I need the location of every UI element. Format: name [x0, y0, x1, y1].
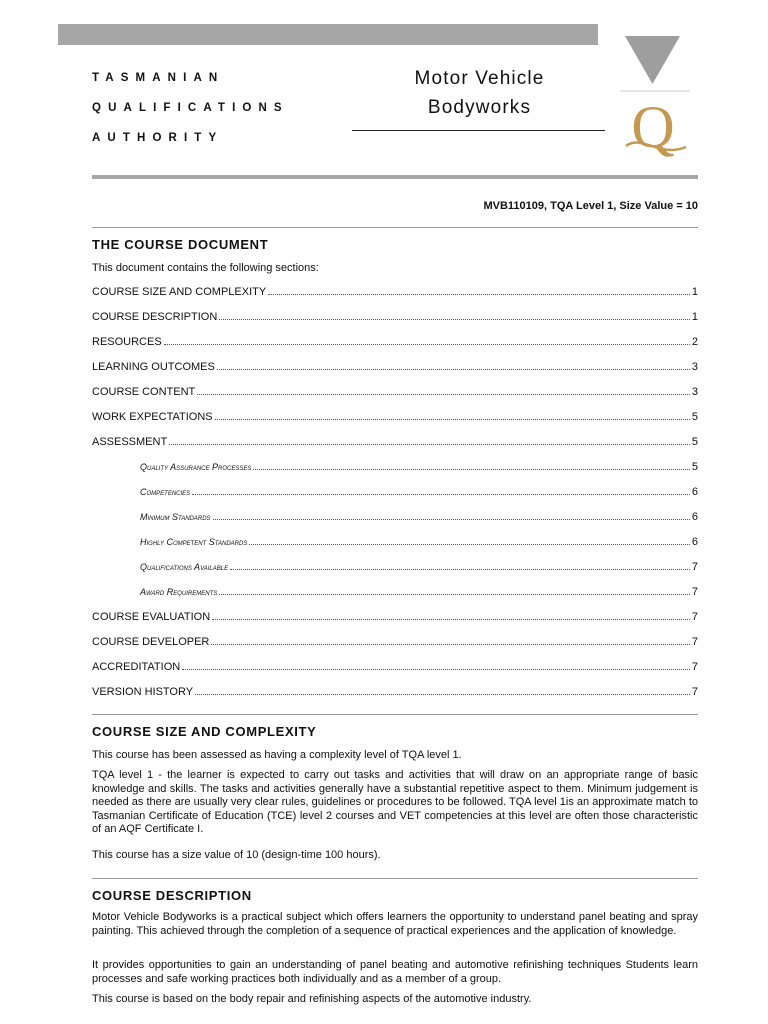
toc-dot-leader	[195, 694, 690, 695]
toc-entry-page: 3	[691, 386, 698, 398]
header-divider	[92, 175, 698, 179]
toc-dot-leader	[215, 419, 690, 420]
toc-entry-page: 6	[691, 511, 698, 523]
rule-course-document	[92, 227, 698, 228]
toc-entry[interactable]	[92, 486, 698, 511]
rule-size-complexity	[92, 714, 698, 715]
toc-entry-page: 7	[691, 636, 698, 648]
toc-entry-page: 2	[691, 336, 698, 348]
toc-entry[interactable]	[92, 536, 698, 561]
course-title	[352, 64, 607, 122]
heading-course-description: COURSE DESCRIPTION	[92, 888, 252, 903]
toc-dot-leader	[213, 519, 690, 520]
toc-entry-label: COURSE EVALUATION	[92, 611, 211, 623]
toc-entry-page: 5	[691, 461, 698, 473]
toc-entry[interactable]	[92, 561, 698, 586]
toc-entry-label: Competencies	[140, 487, 191, 497]
description-p1: Motor Vehicle Bodyworks is a practical subject which offers learners the opportunity to understand panel beating and spray painting. This achieved through the completion of a sequence of practical experiences and the application of knowledge.	[92, 911, 698, 937]
toc-entry-label: Highly Competent Standards	[140, 537, 248, 547]
toc-entry-label: VERSION HISTORY	[92, 686, 194, 698]
toc-dot-leader	[192, 494, 690, 495]
toc-entry[interactable]	[92, 336, 698, 361]
toc-entry-page: 7	[691, 611, 698, 623]
toc-entry-label: ASSESSMENT	[92, 436, 168, 448]
toc-entry[interactable]	[92, 361, 698, 386]
toc-dot-leader	[253, 469, 690, 470]
toc-entry-label: LEARNING OUTCOMES	[92, 361, 215, 373]
course-title-line-2: Bodyworks	[427, 97, 532, 118]
toc-entry-label: RESOURCES	[92, 336, 162, 348]
toc-entry-page: 7	[691, 661, 698, 673]
toc-entry-label: COURSE DEVELOPER	[92, 636, 210, 648]
toc-entry-page: 1	[691, 286, 698, 298]
course-title-line-1: Motor Vehicle	[414, 68, 545, 89]
org-name-line-2: QUALIFICATIONS	[92, 102, 289, 114]
toc-entry[interactable]	[92, 661, 698, 686]
toc-entry-page: 7	[691, 686, 698, 698]
toc-entry-label: Quality Assurance Processes	[140, 462, 252, 472]
size-complexity-p1: This course has been assessed as having a complexity level of TQA level 1.	[92, 749, 462, 761]
toc-dot-leader	[169, 444, 690, 445]
toc-entry[interactable]	[92, 636, 698, 661]
toc-entry-label: COURSE CONTENT	[92, 386, 196, 398]
toc-dot-leader	[211, 644, 690, 645]
table-of-contents	[92, 286, 698, 711]
header-top-bar	[58, 24, 598, 45]
heading-size-complexity: COURSE SIZE AND COMPLEXITY	[92, 724, 317, 739]
toc-entry-page: 7	[691, 586, 698, 598]
toc-dot-leader	[219, 319, 690, 320]
toc-entry[interactable]	[92, 586, 698, 611]
org-name-line-3: AUTHORITY	[92, 132, 224, 144]
toc-dot-leader	[197, 394, 690, 395]
toc-entry-label: ACCREDITATION	[92, 661, 181, 673]
toc-entry-page: 6	[691, 536, 698, 548]
toc-entry-page: 5	[691, 411, 698, 423]
toc-entry-label: COURSE DESCRIPTION	[92, 311, 218, 323]
toc-entry[interactable]	[92, 686, 698, 711]
toc-entry-page: 7	[691, 561, 698, 573]
title-underline	[352, 130, 605, 131]
toc-entry[interactable]	[92, 286, 698, 311]
toc-entry-page: 3	[691, 361, 698, 373]
description-p3: This course is based on the body repair and refinishing aspects of the automotive industry.	[92, 993, 532, 1005]
logo-triangle-icon	[625, 36, 680, 84]
toc-entry[interactable]	[92, 311, 698, 336]
toc-entry[interactable]	[92, 511, 698, 536]
toc-entry-label: Qualifications Available	[140, 562, 229, 572]
toc-dot-leader	[230, 569, 690, 570]
logo-q-letter: Q	[631, 94, 675, 160]
size-complexity-p3: This course has a size value of 10 (design-time 100 hours).	[92, 849, 381, 861]
toc-entry-label: WORK EXPECTATIONS	[92, 411, 213, 423]
toc-dot-leader	[217, 369, 690, 370]
toc-entry-page: 5	[691, 436, 698, 448]
toc-dot-leader	[219, 594, 690, 595]
heading-course-document: THE COURSE DOCUMENT	[92, 237, 269, 252]
toc-entry[interactable]	[92, 611, 698, 636]
size-complexity-p2: TQA level 1 - the learner is expected to carry out tasks and activities that will draw on an appropriate range of basic knowledge and skills. The tasks and activities generally have a substantial repetitive aspect to them. Minimum judgement is needed as there are usually very clear rules, guidelines or procedures to be followed. TQA level 1is an approximate match to Tasmanian Certificate of Education (TCE) level 2 courses and VET competencies at this level are often those characteristic of an AQF Certificate I.	[92, 769, 698, 835]
toc-dot-leader	[164, 344, 690, 345]
tqa-logo	[620, 34, 690, 169]
toc-entry-label: Minimum Standards	[140, 512, 211, 522]
toc-dot-leader	[268, 294, 690, 295]
toc-entry-page: 6	[691, 486, 698, 498]
toc-entry[interactable]	[92, 386, 698, 411]
course-code-line: MVB110109, TQA Level 1, Size Value = 10	[483, 200, 698, 212]
toc-entry-label: COURSE SIZE AND COMPLEXITY	[92, 286, 267, 298]
toc-entry-page: 1	[691, 311, 698, 323]
org-name-line-1: TASMANIAN	[92, 72, 225, 84]
rule-course-description	[92, 878, 698, 879]
toc-dot-leader	[212, 619, 690, 620]
toc-entry-label: Award Requirements	[140, 587, 218, 597]
toc-dot-leader	[182, 669, 690, 670]
toc-entry[interactable]	[92, 436, 698, 461]
toc-entry[interactable]	[92, 461, 698, 486]
toc-dot-leader	[249, 544, 690, 545]
toc-entry[interactable]	[92, 411, 698, 436]
description-p2: It provides opportunities to gain an understanding of panel beating and automotive refinishing techniques Students learn processes and safe working practices both individually and as a member of a group.	[92, 959, 698, 985]
course-document-intro: This document contains the following sections:	[92, 262, 319, 274]
